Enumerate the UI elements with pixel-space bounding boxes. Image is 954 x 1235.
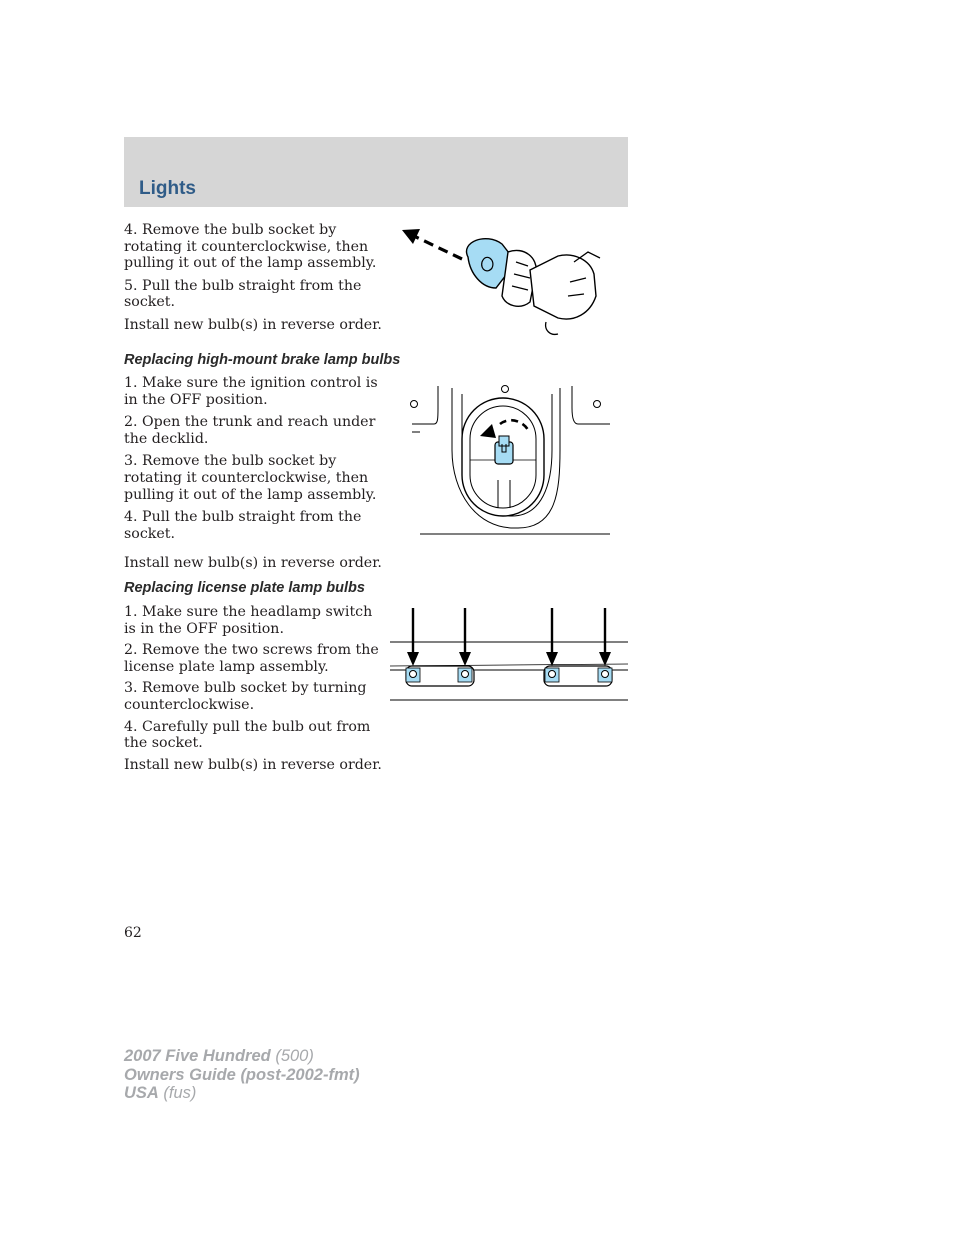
step-text: 1. Make sure the ignition control is in the OFF position. bbox=[124, 375, 378, 408]
step-text: Install new bulb(s) in reverse order. bbox=[124, 756, 382, 773]
section2-steps bbox=[124, 375, 382, 572]
section3-heading: Replacing license plate lamp bulbs bbox=[124, 580, 365, 596]
step-text: 4. Carefully pull the bulb out from the socket. bbox=[124, 718, 371, 752]
footer-model-code: (500) bbox=[270, 1047, 314, 1065]
mount-hole-icon bbox=[594, 401, 601, 408]
section3-steps bbox=[124, 604, 382, 773]
screw-icon bbox=[462, 671, 469, 678]
connector-icon bbox=[530, 255, 596, 319]
document-footer bbox=[124, 1047, 360, 1103]
step-text: 2. Remove the two screws from the license plate lamp assembly. bbox=[124, 642, 379, 675]
license-plate-lamp-figure bbox=[388, 606, 630, 706]
screw-arrows bbox=[413, 608, 605, 656]
step-text: Install new bulb(s) in reverse order. bbox=[124, 555, 382, 572]
mount-hole-icon bbox=[411, 401, 418, 408]
section2-heading: Replacing high-mount brake lamp bulbs bbox=[124, 352, 401, 368]
step-text: 1. Make sure the headlamp switch is in the OFF position. bbox=[124, 604, 373, 637]
footer-market: USA bbox=[124, 1084, 159, 1102]
footer-market-code: (fus) bbox=[158, 1084, 197, 1102]
section1-steps bbox=[124, 222, 382, 334]
footer-guide: Owners Guide (post-2002-fmt) bbox=[124, 1065, 360, 1084]
high-mount-brake-lamp-figure bbox=[406, 380, 616, 540]
page-number: 62 bbox=[124, 925, 142, 941]
bulb-socket-removal-figure bbox=[398, 222, 613, 340]
step-text: 3. Remove bulb socket by turning counterclockwise. bbox=[124, 680, 367, 713]
step-text: 5. Pull the bulb straight from the socket. bbox=[124, 277, 362, 311]
step-text: 4. Pull the bulb straight from the socket. bbox=[124, 509, 362, 542]
arrow-head-icon bbox=[407, 652, 611, 666]
step-text: 2. Open the trunk and reach under the decklid. bbox=[124, 414, 376, 447]
mount-hole-icon bbox=[502, 386, 509, 393]
screw-icon bbox=[549, 671, 556, 678]
footer-model: 2007 Five Hundred bbox=[124, 1047, 271, 1065]
screw-icon bbox=[602, 671, 609, 678]
step-text: Install new bulb(s) in reverse order. bbox=[124, 316, 382, 333]
page-title: Lights bbox=[139, 178, 196, 199]
step-text: 4. Remove the bulb socket by rotating it counterclockwise, then pulling it out of the lamp assembly. bbox=[124, 222, 377, 272]
header-band bbox=[124, 137, 628, 207]
step-text: 3. Remove the bulb socket by rotating it counterclockwise, then pulling it out of the lamp assembly. bbox=[124, 453, 377, 503]
screw-icon bbox=[410, 671, 417, 678]
direction-arrow-shaft bbox=[414, 236, 462, 259]
